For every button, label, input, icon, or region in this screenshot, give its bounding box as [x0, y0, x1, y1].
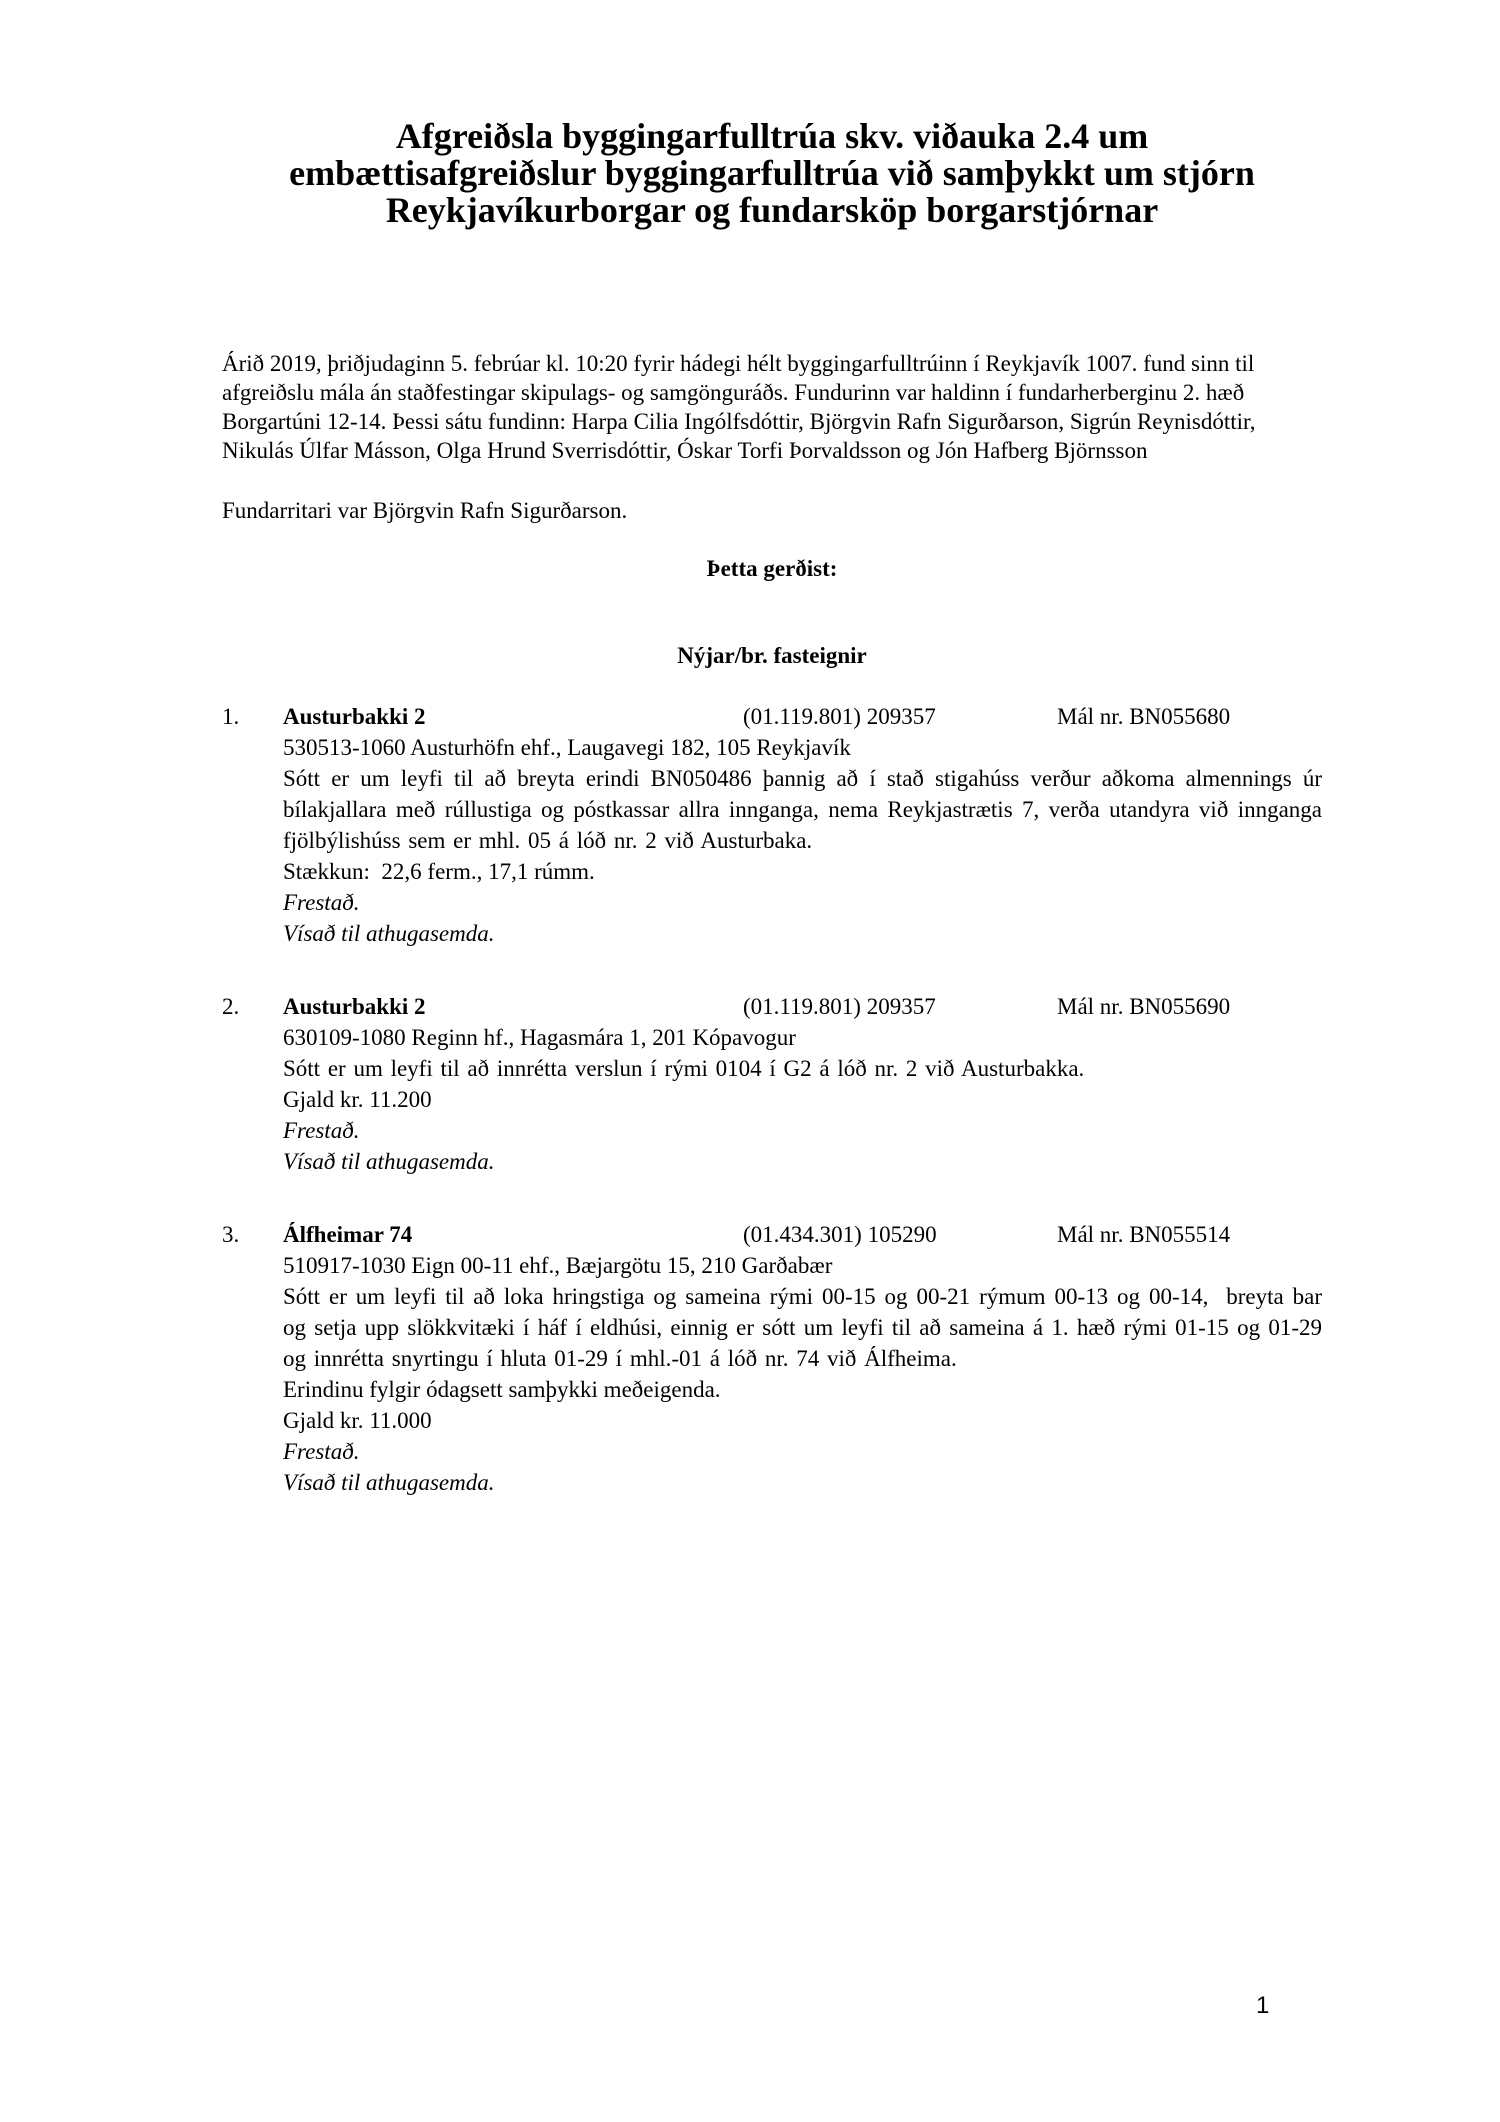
item-address: Austurbakki 2	[283, 994, 426, 1019]
item-result-line: Frestað.	[283, 1118, 360, 1143]
case-item	[222, 991, 1322, 1177]
case-item-body	[283, 1250, 1330, 1498]
case-item-header	[222, 1219, 1322, 1250]
document-content	[222, 0, 1330, 1498]
case-item-header	[222, 701, 1322, 732]
item-detail-line: Stækkun: 22,6 ferm., 17,1 rúmm.	[283, 859, 595, 884]
item-number: 1.	[222, 704, 240, 729]
document-title: Afgreiðsla byggingarfulltrúa skv. viðauka 2.4 um embættisafgreiðslur byggingarfulltrúa við samþykkt um stjórn Reykjavíkurborgar og fundarsköp borgarstjórnar	[289, 116, 1255, 230]
item-result-line: Frestað.	[283, 890, 360, 915]
item-result-line: Frestað.	[283, 1439, 360, 1464]
intro-paragraph: Árið 2019, þriðjudaginn 5. febrúar kl. 10:20 fyrir hádegi hélt byggingarfulltrúinn í Reykjavík 1007. fund sinn til afgreiðslu mála án staðfestingar skipulags- og samgönguráðs. Fundurinn var haldinn í fundarherberginu 2. hæð Borgartúni 12-14. Þessi sátu fundinn: Harpa Cilia Ingólfsdóttir, Björgvin Rafn Sigurðarson, Sigrún Reynisdóttir, Nikulás Úlfar Másson, Olga Hrund Sverrisdóttir, Óskar Torfi Þorvaldsson og Jón Hafberg Björnsson	[222, 351, 1256, 463]
page-number: 1	[1256, 1992, 1270, 2019]
case-item-body	[283, 732, 1330, 949]
happened-heading: Þetta gerðist:	[706, 556, 838, 581]
item-result-line: Vísað til athugasemda.	[283, 921, 495, 946]
item-description: Sótt er um leyfi til að loka hringstiga og sameina rými 00-15 og 00-21 rýmum 00-13 og 00-14, breyta bar og setja upp slökkvitæki í háf í eldhúsi, einnig er sótt um leyfi til að sameina á 1. hæð rými 01-15 og 01-29 og innrétta snyrtingu í hluta 01-29 í mhl.-01 á lóð nr. 74 við Álfheima.	[283, 1284, 1330, 1371]
secretary-line: Fundarritari var Björgvin Rafn Sigurðarson.	[222, 498, 628, 523]
item-address: Austurbakki 2	[283, 704, 426, 729]
item-reference: (01.434.301) 105290	[743, 1222, 937, 1247]
item-reference: (01.119.801) 209357	[743, 704, 936, 729]
item-result-line: Vísað til athugasemda.	[283, 1470, 495, 1495]
item-number: 3.	[222, 1222, 240, 1247]
item-owner-line: 510917-1030 Eign 00-11 ehf., Bæjargötu 15, 210 Garðabær	[283, 1253, 833, 1278]
item-owner-line: 530513-1060 Austurhöfn ehf., Laugavegi 182, 105 Reykjavík	[283, 735, 851, 760]
case-item	[222, 701, 1330, 949]
section-heading: Nýjar/br. fasteignir	[677, 643, 867, 668]
item-detail-line: Gjald kr. 11.000	[283, 1408, 432, 1433]
item-description: Sótt er um leyfi til að breyta erindi BN050486 þannig að í stað stigahúss verður aðkoma almennings úr bílakjallara með rúllustiga og póstkassar allra innganga, nema Reykjastrætis 7, verða utandyra við innganga fjölbýlishúss sem er mhl. 05 á lóð nr. 2 við Austurbaka.	[283, 766, 1330, 853]
case-item	[222, 1219, 1330, 1498]
item-owner-line: 630109-1080 Reginn hf., Hagasmára 1, 201 Kópavogur	[283, 1025, 796, 1050]
item-case-number: Mál nr. BN055690	[1057, 994, 1231, 1019]
item-number: 2.	[222, 994, 240, 1019]
item-detail-line: Gjald kr. 11.200	[283, 1087, 432, 1112]
item-case-number: Mál nr. BN055680	[1057, 704, 1231, 729]
item-detail-line: Erindinu fylgir ódagsett samþykki meðeigenda.	[283, 1377, 721, 1402]
case-item-header	[222, 991, 1322, 1022]
case-item-body	[283, 1022, 1322, 1177]
item-case-number: Mál nr. BN055514	[1057, 1222, 1231, 1247]
item-description: Sótt er um leyfi til að innrétta verslun í rými 0104 í G2 á lóð nr. 2 við Austurbakka.	[283, 1056, 1085, 1081]
item-result-line: Vísað til athugasemda.	[283, 1149, 495, 1174]
item-reference: (01.119.801) 209357	[743, 994, 936, 1019]
item-address: Álfheimar 74	[283, 1222, 413, 1247]
